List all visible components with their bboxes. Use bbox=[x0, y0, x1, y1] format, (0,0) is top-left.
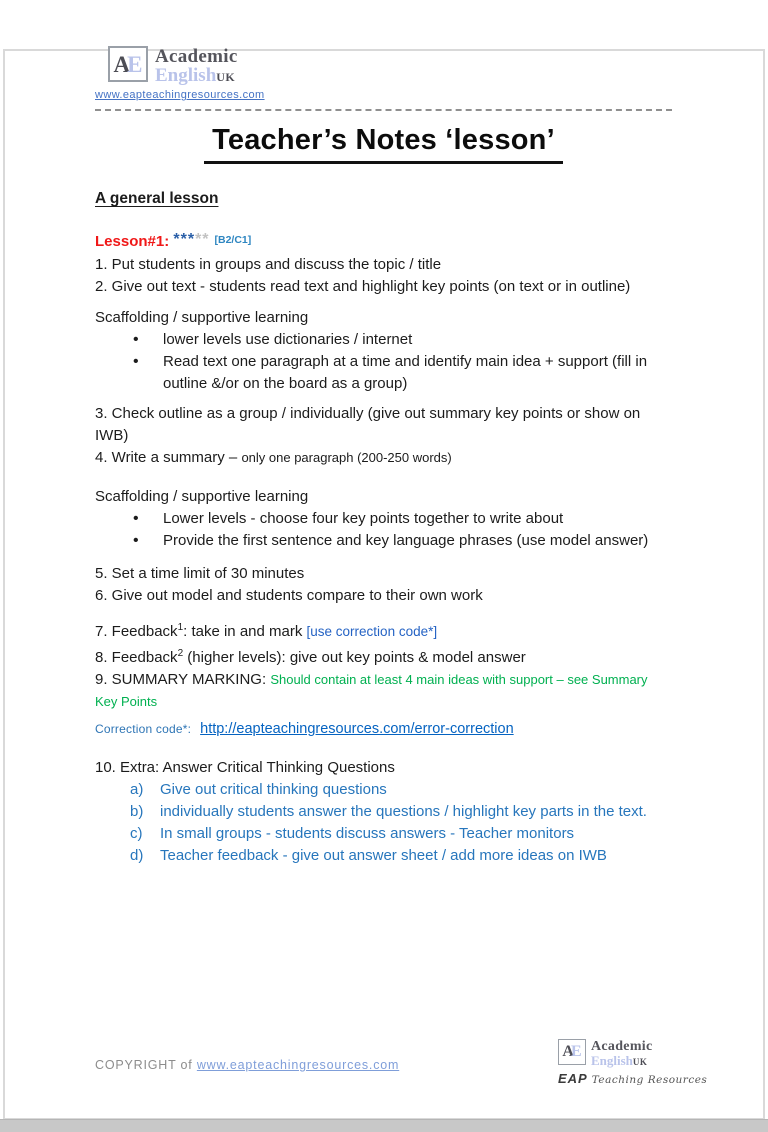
step-8-superscript: 2 bbox=[177, 648, 184, 659]
correction-code-label: Correction code*: bbox=[95, 722, 192, 736]
critical-item-d bbox=[95, 845, 672, 867]
critical-item-a-label: a) bbox=[130, 781, 144, 798]
header bbox=[95, 46, 672, 103]
step-2: 2. Give out text - students read text and highlight key points (on text or in outline) bbox=[95, 278, 631, 295]
critical-item-b-label: b) bbox=[130, 803, 144, 820]
footer-logo-wordmark bbox=[591, 1039, 653, 1067]
logo-letter-a: A bbox=[113, 51, 131, 77]
step-3: 3. Check outline as a group / individually (give out summary key points or show on IWB) bbox=[95, 405, 641, 444]
critical-item-b bbox=[95, 801, 672, 823]
lesson-meta-line bbox=[95, 231, 672, 254]
footer-academic-english-uk-logo bbox=[558, 1039, 710, 1067]
copyright-prefix: COPYRIGHT of bbox=[95, 1058, 197, 1072]
critical-item-c-text: In small groups - students discuss answers - Teacher monitors bbox=[160, 825, 575, 842]
critical-item-d-label: d) bbox=[130, 847, 144, 864]
footer-logo-word-uk: UK bbox=[632, 1057, 648, 1067]
step-6: 6. Give out model and students compare to their own work bbox=[95, 587, 483, 604]
footer-tagline-script: Teaching Resources bbox=[591, 1074, 708, 1086]
step-4-main: 4. Write a summary – bbox=[95, 449, 242, 466]
difficulty-stars-filled: *** bbox=[173, 231, 196, 248]
footer-logo-letter-e: E bbox=[570, 1043, 582, 1060]
critical-item-a bbox=[95, 779, 672, 801]
dashed-divider bbox=[95, 109, 672, 111]
bullet-icon bbox=[133, 351, 163, 395]
scaffold-heading-1: Scaffolding / supportive learning bbox=[95, 309, 309, 326]
step-1: 1. Put students in groups and discuss the topic / title bbox=[95, 256, 442, 273]
step-9 bbox=[95, 669, 672, 713]
lesson-label bbox=[95, 233, 173, 250]
page-title: Teacher’s Notes ‘lesson’ bbox=[204, 124, 563, 164]
correction-code-link[interactable]: http://eapteachingresources.com/error-correction bbox=[200, 721, 514, 737]
critical-item-a-text: Give out critical thinking questions bbox=[160, 781, 387, 798]
footer-logo bbox=[558, 1039, 710, 1088]
scaffold2-bullet-2 bbox=[95, 530, 672, 552]
step-7-note: [use correction code*] bbox=[306, 624, 438, 639]
logo-wordmark bbox=[155, 46, 238, 85]
step-8-rest: (higher levels): give out key points & model answer bbox=[183, 649, 526, 666]
critical-item-b-text: individually students answer the questions / highlight key parts in the text. bbox=[160, 803, 647, 820]
academic-english-uk-logo bbox=[108, 46, 672, 85]
logo-word-uk: UK bbox=[216, 70, 236, 84]
step-4 bbox=[95, 447, 672, 469]
logo-letter-e: E bbox=[127, 51, 143, 77]
copyright-link[interactable]: www.eapteachingresources.com bbox=[196, 1058, 400, 1072]
bullet-icon bbox=[133, 329, 163, 351]
correction-code-line bbox=[95, 718, 672, 740]
scaffold1-bullet-2-text: Read text one paragraph at a time and identify main idea + support (fill in outline &/or on the board as a group) bbox=[163, 353, 648, 392]
ae-monogram-icon bbox=[108, 46, 148, 82]
header-website-link[interactable]: www.eapteachingresources.com bbox=[95, 89, 265, 101]
critical-item-d-text: Teacher feedback - give out answer sheet / add more ideas on IWB bbox=[160, 847, 607, 864]
scaffold2-bullet-1-text: Lower levels - choose four key points together to write about bbox=[163, 510, 564, 527]
step-10: 10. Extra: Answer Critical Thinking Questions bbox=[95, 759, 395, 776]
step-8 bbox=[95, 643, 672, 669]
footer-tagline bbox=[558, 1070, 710, 1088]
logo-word-english-text: English bbox=[155, 65, 217, 86]
step-4-note: only one paragraph (200-250 words) bbox=[241, 450, 452, 465]
step-7-pre: 7. Feedback bbox=[95, 623, 178, 640]
logo-word-english bbox=[155, 66, 238, 85]
lesson-label-text: Lesson#1 bbox=[95, 233, 165, 250]
footer-tagline-eap: EAP bbox=[558, 1071, 588, 1086]
step-9-note: Should contain at least 4 main ideas with support – see Summary Key Points bbox=[95, 672, 648, 709]
footer-logo-letter-a: A bbox=[562, 1043, 574, 1060]
footer-logo-word-english-text: English bbox=[591, 1053, 633, 1068]
step-9-pre: 9. SUMMARY MARKING: bbox=[95, 671, 271, 688]
scaffold1-bullet-1 bbox=[95, 329, 672, 351]
level-badge: [B2/C1] bbox=[214, 234, 252, 246]
scaffold1-bullet-2 bbox=[95, 351, 672, 395]
step-7-mid: : take in and mark bbox=[183, 623, 307, 640]
scaffold2-bullet-2-text: Provide the first sentence and key language phrases (use model answer) bbox=[163, 532, 649, 549]
footer-ae-monogram-icon bbox=[558, 1039, 586, 1065]
scaffold2-bullet-1 bbox=[95, 508, 672, 530]
difficulty-stars-empty: ** bbox=[195, 231, 210, 248]
copyright-line bbox=[95, 1058, 399, 1072]
bullet-icon bbox=[133, 508, 163, 530]
section-heading: A general lesson bbox=[95, 190, 219, 207]
bullet-icon bbox=[133, 530, 163, 552]
step-8-pre: 8. Feedback bbox=[95, 649, 178, 666]
scaffold1-bullet-1-text: lower levels use dictionaries / internet bbox=[163, 331, 413, 348]
step-7 bbox=[95, 617, 672, 643]
critical-item-c-label: c) bbox=[130, 825, 143, 842]
footer-logo-word-academic: Academic bbox=[591, 1039, 653, 1054]
step-5: 5. Set a time limit of 30 minutes bbox=[95, 565, 305, 582]
step-7-superscript: 1 bbox=[177, 622, 184, 633]
critical-item-c bbox=[95, 823, 672, 845]
scaffold-heading-2: Scaffolding / supportive learning bbox=[95, 488, 309, 505]
page-bottom-edge bbox=[0, 1119, 768, 1132]
document-page bbox=[0, 46, 768, 867]
lesson-colon: : bbox=[164, 233, 174, 250]
footer-logo-word-english bbox=[591, 1054, 653, 1067]
logo-word-academic: Academic bbox=[155, 46, 238, 67]
